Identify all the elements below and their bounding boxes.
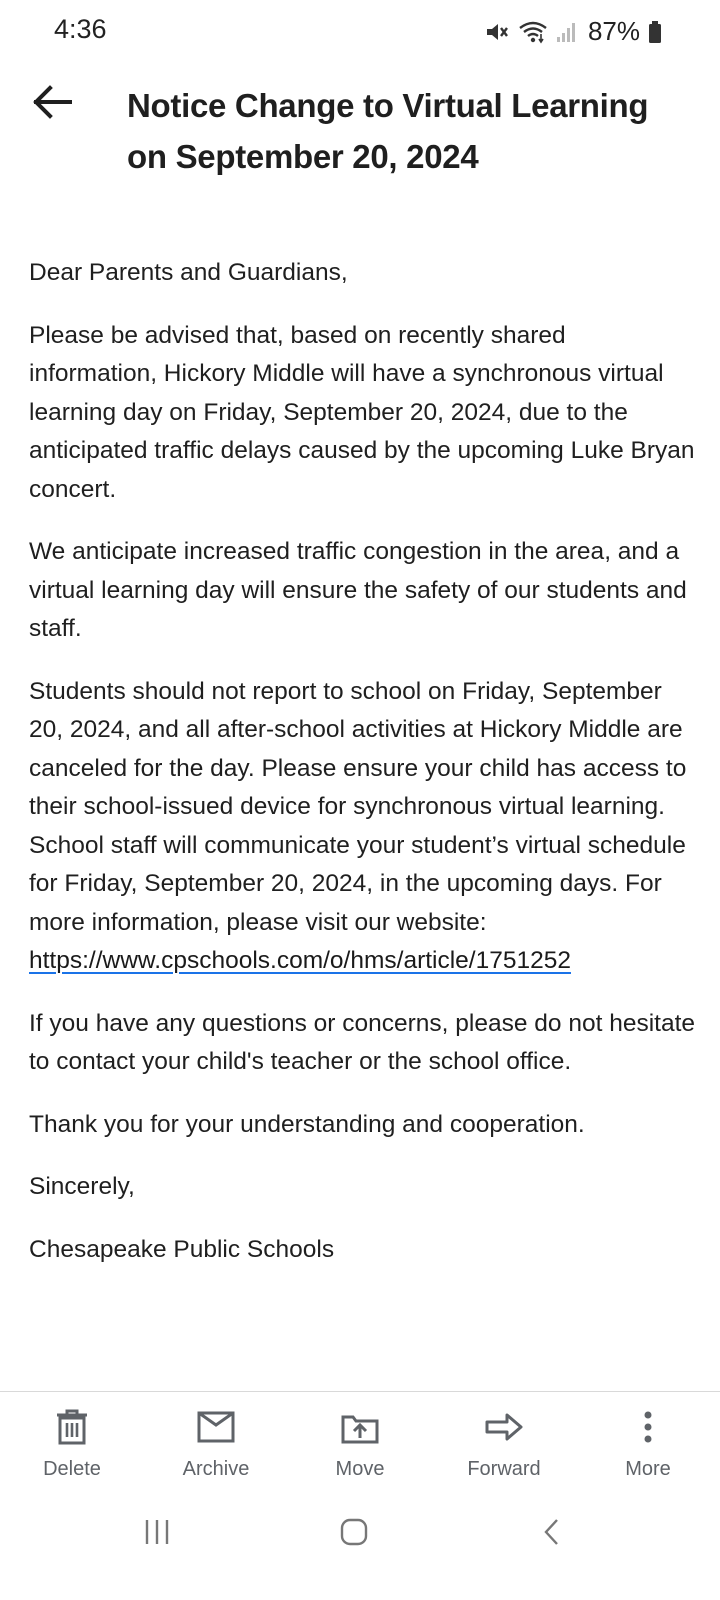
paragraph-2: We anticipate increased traffic congestion in the area, and a virtual learning day will ensure the safety of our students and staff. [29, 538, 687, 642]
forward-label: Forward [467, 1458, 541, 1480]
paragraph-5: Thank you for your understanding and cooperation. [29, 1110, 585, 1138]
message-header [0, 78, 720, 188]
more-button[interactable] [593, 1398, 703, 1481]
mute-icon [484, 20, 510, 44]
toolbar-divider [0, 1391, 720, 1392]
move-label: Move [335, 1458, 385, 1480]
trash-icon [55, 1406, 89, 1448]
status-bar [0, 0, 720, 64]
paragraph-3-text: Students should not report to school on Friday, September 20, 2024, and all after-school activities at Hickory Middle are canceled for the day. Please ensure your child has access to their school-issued device for synchronous virtual learning. School staff will communicate your student’s virtual schedule for Friday, September 20, 2024, in the upcoming days. For more information, please visit our website: [29, 677, 687, 936]
signal-icon [556, 20, 578, 44]
paragraph-4: If you have any questions or concerns, please do not hesitate to contact your child's teacher or the school office. [29, 1009, 696, 1075]
move-button[interactable] [305, 1398, 415, 1481]
paragraph-3 [29, 673, 699, 981]
arrow-left-icon [30, 82, 74, 122]
more-vertical-icon [643, 1406, 653, 1448]
home-icon [339, 1517, 369, 1547]
recent-apps-button[interactable] [127, 1512, 187, 1552]
paragraph-1: Please be advised that, based on recently shared information, Hickory Middle will have a synchronous virtual learning day on Friday, September 20, 2024, due to the anticipated traffic delays caused by the upcoming Luke Bryan concert. [29, 321, 695, 503]
forward-arrow-icon [484, 1406, 524, 1448]
status-icons [484, 16, 662, 47]
home-button[interactable] [324, 1512, 384, 1552]
system-nav-bar [0, 1494, 720, 1564]
battery-icon [648, 20, 662, 44]
signature: Chesapeake Public Schools [29, 1235, 335, 1263]
message-body [29, 254, 699, 1293]
more-label: More [625, 1458, 671, 1480]
battery-percentage: 87% [587, 16, 640, 46]
action-toolbar [0, 1398, 720, 1488]
delete-label: Delete [43, 1458, 101, 1480]
status-time: 4:36 [54, 14, 107, 44]
delete-button[interactable] [17, 1398, 127, 1481]
message-subject: Notice Change to Virtual Learning on September 20, 2024 [127, 87, 649, 175]
forward-button[interactable] [449, 1398, 559, 1481]
website-link[interactable]: https://www.cpschools.com/o/hms/article/1751252 [29, 947, 571, 974]
closing: Sincerely, [29, 1173, 135, 1200]
back-button[interactable] [30, 82, 80, 122]
recent-apps-icon [142, 1518, 172, 1546]
archive-icon [196, 1406, 236, 1448]
nav-back-icon [542, 1517, 562, 1547]
move-icon [340, 1406, 380, 1448]
archive-button[interactable] [161, 1398, 271, 1481]
wifi-icon [518, 20, 548, 44]
archive-label: Archive [182, 1458, 250, 1480]
nav-back-button[interactable] [522, 1512, 582, 1552]
greeting: Dear Parents and Guardians, [29, 259, 348, 286]
